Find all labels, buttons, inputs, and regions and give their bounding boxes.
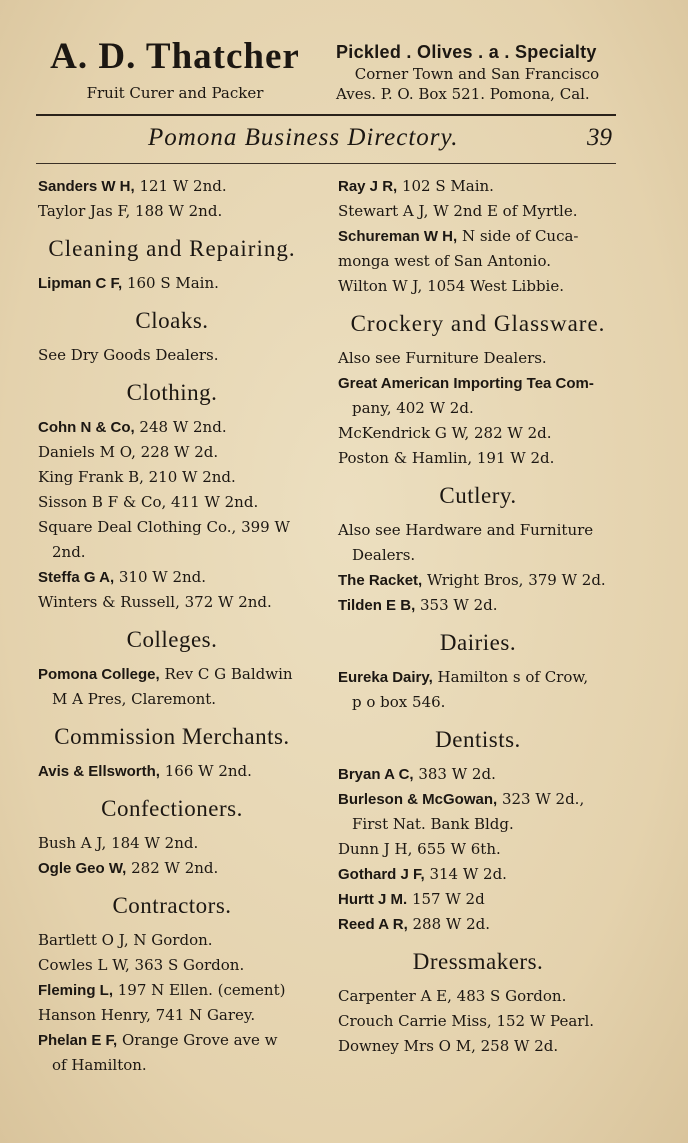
- list-item: Dunn J H, 655 W 6th.: [338, 840, 501, 858]
- list-item: Reed A R, 288 W 2d.: [338, 915, 490, 933]
- list-item: Bush A J, 184 W 2nd.: [38, 834, 199, 852]
- list-item: Downey Mrs O M, 258 W 2d.: [338, 1037, 559, 1055]
- category-heading: Clothing.: [126, 380, 218, 405]
- list-item: Bryan A C, 383 W 2d.: [338, 765, 496, 783]
- list-item-continuation: M A Pres, Claremont.: [52, 690, 217, 708]
- list-item: Ray J R, 102 S Main.: [338, 177, 494, 195]
- address-line-2: Aves. P. O. Box 521. Pomona, Cal.: [336, 85, 590, 103]
- list-item: Cowles L W, 363 S Gordon.: [38, 956, 245, 974]
- category-heading: Colleges.: [126, 627, 218, 652]
- category-heading: Crockery and Glassware.: [350, 311, 606, 336]
- list-item-continuation: 2nd.: [52, 543, 86, 561]
- category-heading: Confectioners.: [101, 796, 243, 821]
- list-item: Square Deal Clothing Co., 399 W: [38, 518, 290, 536]
- running-title: Pomona Business Directory.: [148, 124, 459, 151]
- advertiser-block: [30, 34, 320, 102]
- header-rule: [36, 114, 616, 116]
- list-item-continuation: First Nat. Bank Bldg.: [352, 815, 514, 833]
- category-heading: Commission Merchants.: [54, 724, 290, 749]
- firm-name: A. D. Thatcher: [50, 36, 300, 77]
- list-item-continuation: p o box 546.: [352, 693, 446, 711]
- list-item: Wilton W J, 1054 West Libbie.: [338, 277, 565, 295]
- list-item: Phelan E F, Orange Grove ave w: [38, 1031, 278, 1049]
- list-item: Fleming L, 197 N Ellen. (cement): [38, 981, 286, 999]
- category-heading: Cleaning and Repairing.: [48, 236, 296, 261]
- category-heading: Cutlery.: [439, 483, 517, 508]
- list-item: Bartlett O J, N Gordon.: [38, 931, 213, 949]
- list-item: McKendrick G W, 282 W 2d.: [338, 424, 552, 442]
- list-item: Also see Furniture Dealers.: [338, 349, 547, 367]
- list-item: Also see Hardware and Furniture: [338, 521, 594, 539]
- list-item: Hanson Henry, 741 N Garey.: [38, 1006, 256, 1024]
- list-item-continuation: monga west of San Antonio.: [338, 252, 551, 270]
- firm-subtitle: Fruit Curer and Packer: [86, 84, 264, 102]
- list-item: Gothard J F, 314 W 2d.: [338, 865, 507, 883]
- list-item: Ogle Geo W, 282 W 2nd.: [38, 859, 219, 877]
- list-item: Sisson B F & Co, 411 W 2nd.: [38, 493, 259, 511]
- specialty-line: Pickled . Olives . a . Specialty: [336, 42, 597, 62]
- list-item: Burleson & McGowan, 323 W 2d.,: [338, 790, 585, 808]
- list-item: Lipman C F, 160 S Main.: [38, 274, 219, 292]
- category-heading: Contractors.: [112, 893, 232, 918]
- list-item: Avis & Ellsworth, 166 W 2nd.: [38, 762, 252, 780]
- list-item: Cohn N & Co, 248 W 2nd.: [38, 418, 227, 436]
- list-item-continuation: of Hamilton.: [52, 1056, 147, 1074]
- category-heading: Dairies.: [439, 630, 517, 655]
- running-head: [36, 124, 616, 156]
- list-item: Steffa G A, 310 W 2nd.: [38, 568, 207, 586]
- category-heading: Dentists.: [435, 727, 521, 752]
- list-item: The Racket, Wright Bros, 379 W 2d.: [338, 571, 606, 589]
- page-number: 39: [587, 124, 612, 151]
- list-item: Tilden E B, 353 W 2d.: [338, 596, 498, 614]
- address-line-1: Corner Town and San Francisco: [354, 65, 600, 83]
- advertiser-details: [336, 40, 618, 104]
- right-column: [338, 174, 618, 1059]
- list-item: Great American Importing Tea Com-: [338, 375, 594, 392]
- list-item: King Frank B, 210 W 2nd.: [38, 468, 236, 486]
- list-item-continuation: Dealers.: [352, 546, 416, 564]
- list-item: Schureman W H, N side of Cuca-: [338, 227, 579, 245]
- list-item: Crouch Carrie Miss, 152 W Pearl.: [338, 1012, 595, 1030]
- list-item: Eureka Dairy, Hamilton s of Crow,: [338, 668, 589, 686]
- category-heading: Cloaks.: [135, 308, 209, 333]
- list-item: Winters & Russell, 372 W 2nd.: [38, 593, 272, 611]
- list-item: See Dry Goods Dealers.: [38, 346, 219, 364]
- list-item: Stewart A J, W 2nd E of Myrtle.: [338, 202, 578, 220]
- list-item: Taylor Jas F, 188 W 2nd.: [38, 202, 223, 220]
- running-head-rule: [36, 163, 616, 164]
- list-item: Hurtt J M. 157 W 2d: [338, 890, 485, 908]
- left-column: [38, 174, 306, 1078]
- list-item-continuation: pany, 402 W 2d.: [352, 399, 474, 417]
- list-item: Poston & Hamlin, 191 W 2d.: [338, 449, 555, 467]
- list-item: Sanders W H, 121 W 2nd.: [38, 177, 227, 195]
- list-item: Daniels M O, 228 W 2d.: [38, 443, 219, 461]
- category-heading: Dressmakers.: [412, 949, 544, 974]
- list-item: Carpenter A E, 483 S Gordon.: [338, 987, 567, 1005]
- list-item: Pomona College, Rev C G Baldwin: [38, 665, 293, 683]
